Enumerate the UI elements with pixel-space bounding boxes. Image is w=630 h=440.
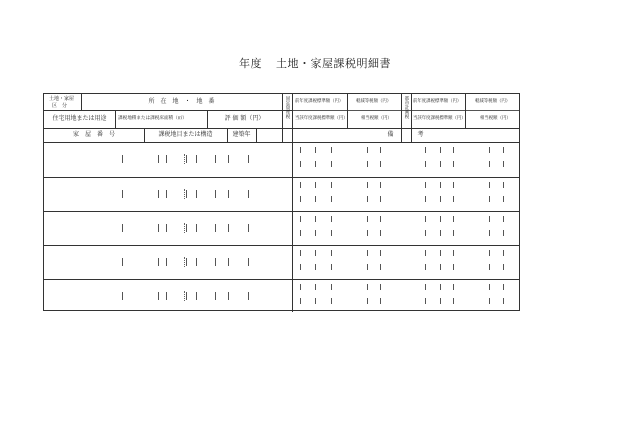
digit-separator-tick (228, 155, 229, 163)
digit-separator-tick (186, 190, 187, 198)
digit-separator-tick (300, 250, 301, 256)
digit-separator-tick (300, 230, 301, 236)
digit-separator-tick (367, 230, 368, 236)
digit-separator-tick (300, 147, 301, 153)
digit-separator-tick (248, 190, 249, 198)
digit-separator-tick (331, 216, 332, 222)
structure-label: 課税地目または構造 (158, 131, 213, 138)
digit-separator-tick (331, 196, 332, 202)
digit-separator-tick (315, 196, 316, 202)
digit-separator-tick (300, 216, 301, 222)
digit-separator-tick (315, 284, 316, 290)
rule (44, 177, 519, 178)
rule (44, 279, 519, 280)
digit-separator-tick (425, 161, 426, 167)
digit-separator-tick (300, 284, 301, 290)
title-year: 年度 (239, 57, 262, 70)
digit-separator-tick (367, 147, 368, 153)
digit-separator-tick (196, 190, 197, 198)
digit-separator-tick (367, 264, 368, 270)
digit-separator-tick (315, 264, 316, 270)
digit-separator-tick (453, 250, 454, 256)
digit-separator-tick (331, 298, 332, 304)
digit-separator-tick (453, 161, 454, 167)
digit-separator-tick (186, 155, 187, 163)
fixed-this-standard-label: 当該年度課税標準額（円） (295, 116, 348, 121)
digit-separator-tick (503, 182, 504, 188)
digit-separator-tick (380, 298, 381, 304)
digit-separator-tick (425, 182, 426, 188)
digit-separator-tick (453, 230, 454, 236)
digit-separator-tick (158, 258, 159, 266)
city-planning-tax-label: 都市計画税 (404, 96, 409, 119)
digit-separator-tick (196, 224, 197, 232)
digit-separator-tick (228, 190, 229, 198)
digit-separator-tick (503, 196, 504, 202)
digit-separator-tick (425, 284, 426, 290)
digit-separator-tick (331, 250, 332, 256)
digit-separator-tick (315, 147, 316, 153)
house-number-label: 家 屋 番 号 (72, 131, 115, 138)
rule (465, 94, 466, 128)
fixed-tax-label: 相当税額（円） (361, 116, 392, 121)
fixed-asset-tax-label: 固定資産税 (285, 96, 290, 119)
digit-separator-tick (248, 258, 249, 266)
digit-separator-tick (215, 258, 216, 266)
rule (44, 142, 519, 143)
digit-separator-tick (215, 155, 216, 163)
digit-separator-tick (453, 196, 454, 202)
digit-separator-tick (425, 230, 426, 236)
digit-separator-tick (425, 196, 426, 202)
digit-separator-tick (503, 250, 504, 256)
digit-separator-dotted (184, 154, 185, 164)
digit-separator-tick (503, 230, 504, 236)
digit-separator-tick (425, 216, 426, 222)
fixed-reduced-tax-label: 軽減等税額（円） (356, 99, 392, 104)
digit-separator-tick (489, 230, 490, 236)
digit-separator-tick (215, 190, 216, 198)
digit-separator-tick (380, 264, 381, 270)
rule (256, 128, 257, 142)
digit-separator-tick (367, 284, 368, 290)
digit-separator-tick (440, 216, 441, 222)
digit-separator-tick (186, 258, 187, 266)
digit-separator-tick (158, 224, 159, 232)
digit-separator-tick (248, 224, 249, 232)
year-built-label: 建築年 (232, 131, 251, 138)
digit-separator-tick (196, 292, 197, 300)
digit-separator-tick (425, 147, 426, 153)
digit-separator-tick (489, 284, 490, 290)
digit-separator-tick (380, 182, 381, 188)
digit-separator-tick (367, 216, 368, 222)
digit-separator-tick (380, 196, 381, 202)
digit-separator-tick (453, 264, 454, 270)
digit-separator-tick (331, 264, 332, 270)
digit-separator-tick (489, 161, 490, 167)
digit-separator-tick (380, 250, 381, 256)
digit-separator-tick (489, 147, 490, 153)
digit-separator-tick (503, 284, 504, 290)
digit-separator-tick (489, 216, 490, 222)
digit-separator-tick (331, 182, 332, 188)
location-label: 所 在 地 ・ 地 番 (148, 98, 215, 105)
digit-separator-tick (228, 292, 229, 300)
digit-separator-tick (503, 264, 504, 270)
digit-separator-tick (300, 182, 301, 188)
digit-separator-tick (489, 298, 490, 304)
digit-separator-tick (158, 155, 159, 163)
digit-separator-tick (166, 155, 167, 163)
digit-separator-tick (228, 258, 229, 266)
digit-separator-tick (166, 258, 167, 266)
digit-separator-tick (122, 190, 123, 198)
category-label-bottom: 区 分 (52, 103, 68, 109)
digit-separator-dotted (184, 257, 185, 267)
digit-separator-tick (331, 284, 332, 290)
digit-separator-tick (380, 147, 381, 153)
digit-separator-tick (503, 161, 504, 167)
digit-separator-tick (122, 224, 123, 232)
digit-separator-tick (215, 224, 216, 232)
city-this-standard-label: 当該年度課税標準額（円） (413, 116, 466, 121)
digit-separator-dotted (184, 189, 185, 199)
digit-separator-tick (440, 230, 441, 236)
digit-separator-tick (196, 155, 197, 163)
digit-separator-tick (331, 147, 332, 153)
digit-separator-tick (300, 196, 301, 202)
rule (44, 211, 519, 212)
digit-separator-tick (228, 224, 229, 232)
digit-separator-tick (489, 182, 490, 188)
digit-separator-tick (367, 298, 368, 304)
digit-separator-tick (440, 284, 441, 290)
digit-separator-tick (440, 264, 441, 270)
digit-separator-tick (440, 196, 441, 202)
digit-separator-tick (425, 264, 426, 270)
usage-label: 住宅用地または用途 (52, 115, 107, 122)
digit-separator-tick (315, 230, 316, 236)
digit-separator-tick (425, 250, 426, 256)
digit-separator-tick (425, 298, 426, 304)
digit-separator-dotted (184, 291, 185, 301)
value-label: 評 価 額（円） (224, 115, 265, 122)
digit-separator-tick (453, 147, 454, 153)
digit-separator-tick (315, 161, 316, 167)
digit-separator-tick (453, 216, 454, 222)
digit-separator-tick (122, 292, 123, 300)
digit-separator-tick (166, 224, 167, 232)
digit-separator-tick (122, 155, 123, 163)
digit-separator-tick (367, 250, 368, 256)
digit-separator-tick (440, 298, 441, 304)
digit-separator-tick (367, 182, 368, 188)
category-label-top: 土地・家屋 (49, 96, 75, 102)
digit-separator-tick (440, 147, 441, 153)
digit-separator-tick (215, 292, 216, 300)
digit-separator-dotted (184, 223, 185, 233)
fixed-prev-standard-label: 前年度課税標準額（円） (295, 99, 344, 104)
city-tax-label: 相当税額（円） (480, 116, 511, 121)
digit-separator-tick (489, 196, 490, 202)
digit-separator-tick (331, 161, 332, 167)
digit-separator-tick (315, 216, 316, 222)
digit-separator-tick (367, 161, 368, 167)
remarks-label: 備 考 (387, 131, 424, 138)
digit-separator-tick (300, 161, 301, 167)
digit-separator-tick (300, 298, 301, 304)
digit-separator-tick (186, 224, 187, 232)
city-prev-standard-label: 前年度課税標準額（円） (413, 99, 462, 104)
digit-separator-tick (453, 298, 454, 304)
digit-separator-tick (440, 182, 441, 188)
digit-separator-tick (440, 161, 441, 167)
digit-separator-tick (380, 216, 381, 222)
digit-separator-tick (158, 292, 159, 300)
tax-detail-form (43, 93, 520, 311)
title-main: 土地・家屋課税明細書 (276, 57, 391, 70)
area-label: 課税地積または課税床面積（㎡） (118, 116, 187, 121)
rule (115, 110, 116, 128)
digit-separator-tick (315, 182, 316, 188)
digit-separator-tick (440, 250, 441, 256)
digit-separator-tick (380, 161, 381, 167)
digit-separator-tick (503, 298, 504, 304)
digit-separator-tick (380, 230, 381, 236)
digit-separator-tick (489, 250, 490, 256)
rule (44, 245, 519, 246)
digit-separator-tick (380, 284, 381, 290)
rule (282, 94, 283, 142)
city-reduced-tax-label: 軽減等税額（円） (475, 99, 511, 104)
digit-separator-tick (503, 216, 504, 222)
digit-separator-tick (158, 190, 159, 198)
digit-separator-tick (122, 258, 123, 266)
digit-separator-tick (367, 196, 368, 202)
digit-separator-tick (248, 155, 249, 163)
digit-separator-tick (196, 258, 197, 266)
digit-separator-tick (453, 284, 454, 290)
digit-separator-tick (166, 292, 167, 300)
digit-separator-tick (166, 190, 167, 198)
page-title (0, 55, 630, 71)
digit-separator-tick (453, 182, 454, 188)
digit-separator-tick (300, 264, 301, 270)
digit-separator-tick (315, 298, 316, 304)
digit-separator-tick (186, 292, 187, 300)
digit-separator-tick (248, 292, 249, 300)
rule (292, 94, 293, 312)
rule (347, 94, 348, 128)
digit-separator-tick (489, 264, 490, 270)
digit-separator-tick (331, 230, 332, 236)
digit-separator-tick (503, 147, 504, 153)
digit-separator-tick (315, 250, 316, 256)
